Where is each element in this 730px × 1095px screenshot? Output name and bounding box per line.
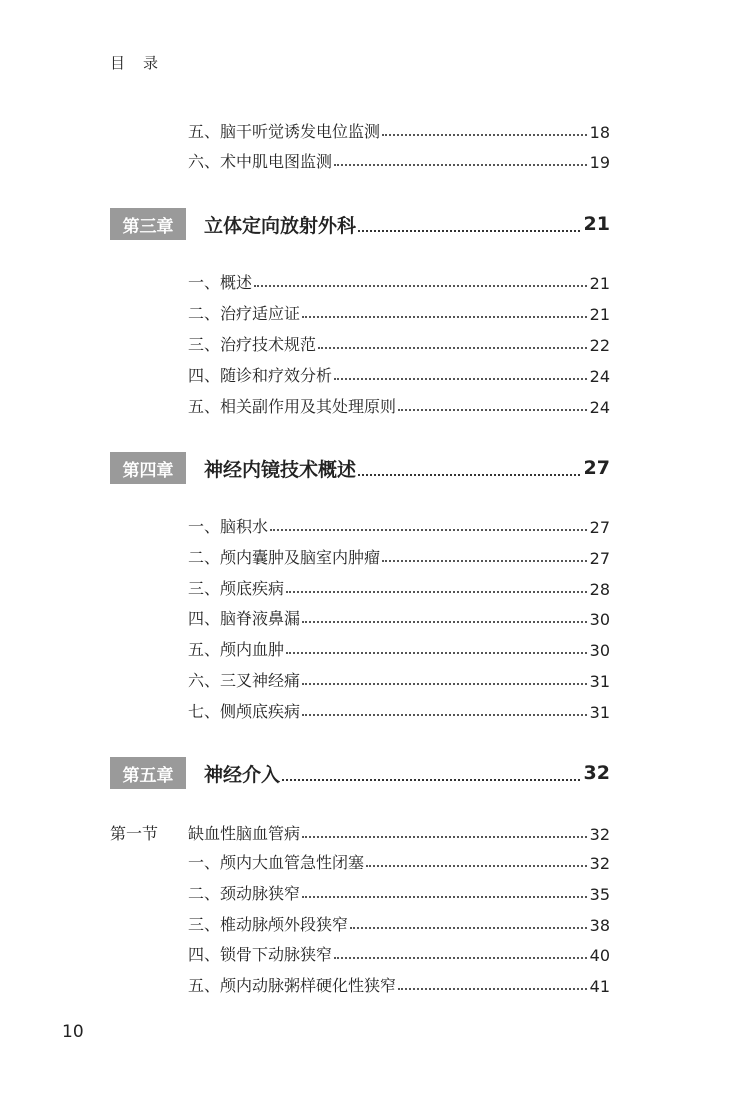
- entry-page: 22: [589, 336, 610, 355]
- toc-entry[interactable]: [188, 393, 610, 417]
- entry-title: 六、术中肌电图监测: [188, 152, 333, 171]
- chapter-heading[interactable]: [110, 757, 610, 789]
- toc-entry[interactable]: [188, 911, 610, 935]
- entry-title: 七、侧颅底疾病: [188, 702, 301, 721]
- dot-leader: [334, 164, 587, 166]
- entry-title: 五、相关副作用及其处理原则: [188, 397, 397, 416]
- page-number: 10: [62, 1022, 84, 1042]
- dot-leader: [270, 529, 587, 531]
- section-page: 32: [589, 825, 610, 844]
- entry-page: 41: [589, 977, 610, 996]
- entry-page: 32: [589, 854, 610, 873]
- toc-entry[interactable]: [188, 331, 610, 355]
- section-heading[interactable]: [110, 818, 610, 844]
- entry-title: 五、脑干听觉诱发电位监测: [188, 122, 381, 141]
- chapter-badge: 第五章: [110, 757, 186, 789]
- dot-leader: [398, 988, 587, 990]
- chapter-page: 27: [583, 457, 610, 479]
- entry-page: 18: [589, 123, 610, 142]
- chapter-title: 神经内镜技术概述: [204, 458, 357, 481]
- toc-entry[interactable]: [188, 636, 610, 660]
- chapter-badge: 第三章: [110, 208, 186, 240]
- entry-title: 一、颅内大血管急性闭塞: [188, 853, 365, 872]
- dot-leader: [286, 652, 587, 654]
- toc-entry[interactable]: [188, 667, 610, 691]
- chapter-title: 立体定向放射外科: [204, 214, 357, 237]
- entry-title: 一、脑积水: [188, 517, 269, 536]
- entry-title: 一、概述: [188, 273, 253, 292]
- toc-entry[interactable]: [188, 513, 610, 537]
- entry-title: 三、颅底疾病: [188, 579, 285, 598]
- entry-page: 28: [589, 580, 610, 599]
- dot-leader: [302, 621, 587, 623]
- entry-page: 38: [589, 916, 610, 935]
- toc-entry[interactable]: [188, 300, 610, 324]
- toc-entry[interactable]: [188, 880, 610, 904]
- dot-leader: [286, 591, 587, 593]
- toc-entry[interactable]: [188, 118, 610, 142]
- chapter-title: 神经介入: [204, 763, 281, 786]
- toc-entry[interactable]: [188, 698, 610, 722]
- chapter-badge: 第四章: [110, 452, 186, 484]
- entry-title: 三、椎动脉颅外段狭窄: [188, 915, 349, 934]
- entry-title: 二、颅内囊肿及脑室内肿瘤: [188, 548, 381, 567]
- toc-entry[interactable]: [188, 605, 610, 629]
- dot-leader: [334, 378, 587, 380]
- dot-leader: [302, 316, 587, 318]
- dot-leader: [282, 779, 580, 781]
- dot-leader: [358, 474, 580, 476]
- entry-title: 五、颅内血肿: [188, 640, 285, 659]
- entry-page: 24: [589, 367, 610, 386]
- dot-leader: [254, 285, 587, 287]
- dot-leader: [302, 714, 587, 716]
- dot-leader: [350, 927, 587, 929]
- entry-title: 四、锁骨下动脉狭窄: [188, 945, 333, 964]
- toc-entry[interactable]: [188, 941, 610, 965]
- entry-title: 二、治疗适应证: [188, 304, 301, 323]
- entry-page: 31: [589, 703, 610, 722]
- entry-page: 35: [589, 885, 610, 904]
- toc-entry[interactable]: [188, 544, 610, 568]
- dot-leader: [334, 957, 587, 959]
- toc-entry[interactable]: [188, 269, 610, 293]
- toc-entry[interactable]: [188, 575, 610, 599]
- entry-title: 三、治疗技术规范: [188, 335, 317, 354]
- chapter-page: 21: [583, 213, 610, 235]
- section-title: 缺血性脑血管病: [188, 824, 301, 843]
- entry-page: 21: [589, 305, 610, 324]
- entry-page: 30: [589, 641, 610, 660]
- entry-title: 六、三叉神经痛: [188, 671, 301, 690]
- toc-entry[interactable]: [188, 849, 610, 873]
- entry-title: 二、颈动脉狭窄: [188, 884, 301, 903]
- entry-page: 27: [589, 518, 610, 537]
- chapter-heading[interactable]: [110, 452, 610, 484]
- toc-entry[interactable]: [188, 148, 610, 172]
- entry-page: 21: [589, 274, 610, 293]
- entry-page: 19: [589, 153, 610, 172]
- entry-page: 27: [589, 549, 610, 568]
- chapter-page: 32: [583, 762, 610, 784]
- dot-leader: [382, 134, 587, 136]
- entry-page: 31: [589, 672, 610, 691]
- dot-leader: [366, 865, 587, 867]
- toc-entry[interactable]: [188, 362, 610, 386]
- dot-leader: [382, 560, 587, 562]
- entry-page: 30: [589, 610, 610, 629]
- dot-leader: [398, 409, 587, 411]
- running-header: 目录: [110, 54, 177, 72]
- entry-title: 四、脑脊液鼻漏: [188, 609, 301, 628]
- dot-leader: [302, 836, 587, 838]
- toc-entry[interactable]: [188, 972, 610, 996]
- dot-leader: [302, 683, 587, 685]
- entry-page: 24: [589, 398, 610, 417]
- section-label: 第一节: [110, 824, 159, 843]
- dot-leader: [358, 230, 580, 232]
- entry-page: 40: [589, 946, 610, 965]
- entry-title: 五、颅内动脉粥样硬化性狭窄: [188, 976, 397, 995]
- chapter-heading[interactable]: [110, 208, 610, 240]
- dot-leader: [302, 896, 587, 898]
- entry-title: 四、随诊和疗效分析: [188, 366, 333, 385]
- dot-leader: [318, 347, 587, 349]
